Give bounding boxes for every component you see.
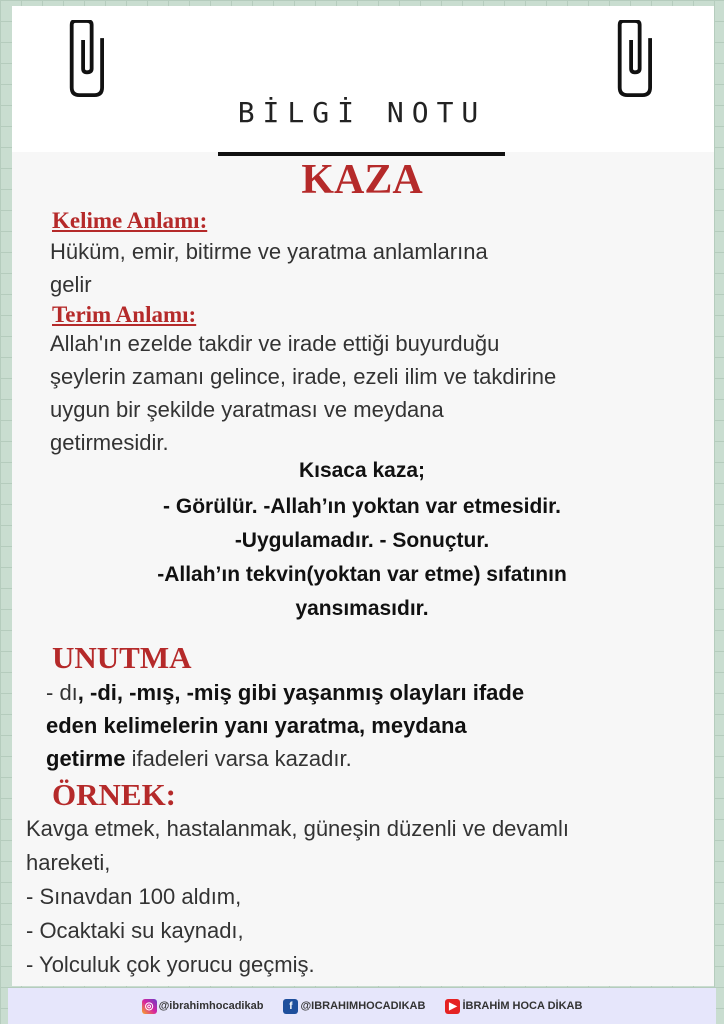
ornek-text [26, 812, 569, 982]
youtube-link[interactable] [445, 999, 582, 1014]
kisaca-line: -Allah’ın tekvin(yoktan var etme) sıfatının [157, 563, 567, 586]
text-part: - dı [46, 680, 78, 705]
facebook-link[interactable] [283, 999, 425, 1014]
text-part: getirme [46, 746, 126, 771]
text-line: getirmesidir. [50, 430, 169, 455]
terim-label: Terim Anlamı: [52, 302, 197, 327]
topic-heading: KAZA [301, 157, 423, 203]
text-line: - Sınavdan 100 aldım, [26, 884, 242, 909]
kelime-text [50, 235, 488, 301]
instagram-handle: @ibrahimhocadikab [158, 1000, 264, 1012]
instagram-icon: ◎ [142, 999, 157, 1014]
ornek-heading: ÖRNEK: [52, 777, 176, 812]
text-part: ifadeleri varsa kazadır. [125, 746, 352, 771]
facebook-icon: f [283, 999, 298, 1014]
paperclip-icon [614, 20, 658, 100]
facebook-handle: @IBRAHIMHOCADIKAB [300, 1000, 426, 1012]
text-line: gelir [50, 272, 92, 297]
kisaca-line: yansımasıdır. [295, 597, 429, 620]
text-part: eden kelimelerin yanı yaratma, meydana [46, 713, 467, 738]
kisaca-line: -Uygulamadır. - Sonuçtur. [234, 529, 490, 552]
kelime-label: Kelime Anlamı: [52, 208, 208, 233]
paperclip-icon [66, 20, 110, 100]
page-title: BİLGİ NOTU [237, 96, 487, 129]
text-line: şeylerin zamanı gelince, irade, ezeli ilim ve takdirine [50, 364, 557, 389]
instagram-link[interactable] [142, 999, 264, 1014]
social-footer [8, 988, 716, 1024]
kisaca-line: - Görülür. -Allah’ın yoktan var etmesidir. [163, 495, 561, 518]
text-part: , -di, -mış, -miş gibi yaşanmış olayları ifade [77, 680, 525, 705]
youtube-icon: ▶ [445, 999, 460, 1014]
youtube-channel: İBRAHİM HOCA DİKAB [462, 1000, 583, 1012]
unutma-text [46, 676, 524, 775]
text-line: Hüküm, emir, bitirme ve yaratma anlamlarına [50, 239, 488, 264]
terim-text [50, 327, 556, 459]
text-line: - Ocaktaki su kaynadı, [26, 918, 244, 943]
unutma-heading: UNUTMA [52, 640, 192, 675]
text-line: hareketi, [26, 850, 111, 875]
kisaca-title: Kısaca kaza; [298, 459, 426, 482]
text-line: Allah'ın ezelde takdir ve irade ettiği buyurduğu [50, 331, 500, 356]
text-line: uygun bir şekilde yaratması ve meydana [50, 397, 444, 422]
text-line: Kavga etmek, hastalanmak, güneşin düzenli ve devamlı [26, 816, 569, 841]
text-line: - Yolculuk çok yorucu geçmiş. [26, 952, 315, 977]
